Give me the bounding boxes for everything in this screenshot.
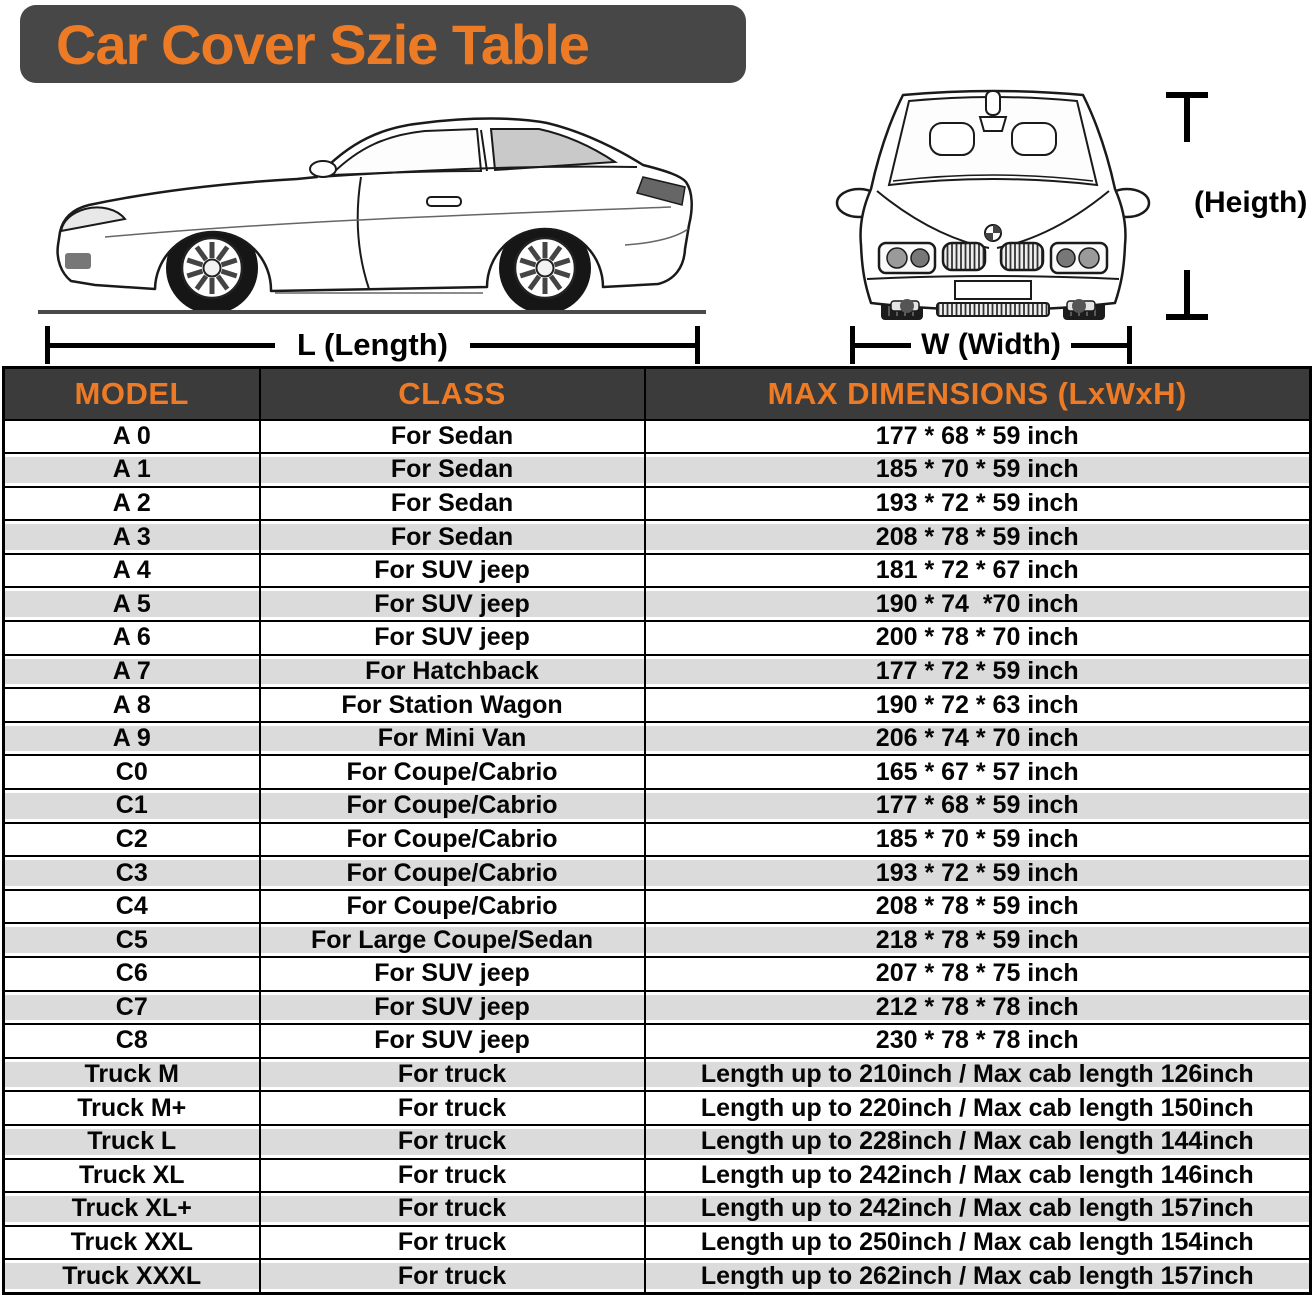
table-row	[4, 856, 1311, 890]
car-front-view-illustration	[833, 85, 1153, 320]
class-cell: For truck	[260, 1091, 645, 1125]
model-cell: C7	[4, 991, 260, 1025]
dimensions-cell: 206 * 74 * 70 inch	[645, 722, 1311, 756]
size-table-body	[4, 420, 1311, 1294]
width-label: W (Width)	[921, 328, 1061, 361]
class-cell: For Sedan	[260, 487, 645, 521]
dimensions-cell: 190 * 72 * 63 inch	[645, 688, 1311, 722]
dimensions-cell: 177 * 72 * 59 inch	[645, 655, 1311, 689]
model-cell: A 3	[4, 520, 260, 554]
table-row	[4, 722, 1311, 756]
page-title-bar	[20, 5, 746, 83]
model-cell: A 4	[4, 554, 260, 588]
dimensions-cell: Length up to 242inch / Max cab length 157inch	[645, 1192, 1311, 1226]
dimension-tick-right	[695, 326, 700, 364]
page-title: Car Cover Szie Table	[56, 12, 589, 76]
length-dimension	[45, 326, 700, 364]
class-cell: For truck	[260, 1259, 645, 1293]
dimensions-cell: Length up to 242inch / Max cab length 146inch	[645, 1159, 1311, 1193]
dimensions-cell: Length up to 262inch / Max cab length 157inch	[645, 1259, 1311, 1293]
table-row	[4, 420, 1311, 454]
model-cell: A 7	[4, 655, 260, 689]
dimension-tick-right	[1127, 326, 1132, 364]
class-cell: For SUV jeep	[260, 554, 645, 588]
dimensions-cell: 165 * 67 * 57 inch	[645, 755, 1311, 789]
model-cell: C8	[4, 1024, 260, 1058]
model-cell: Truck L	[4, 1125, 260, 1159]
model-cell: C4	[4, 890, 260, 924]
table-row	[4, 1226, 1311, 1260]
class-cell: For truck	[260, 1125, 645, 1159]
model-cell: C3	[4, 856, 260, 890]
table-row	[4, 923, 1311, 957]
table-row	[4, 621, 1311, 655]
class-cell: For truck	[260, 1058, 645, 1092]
class-cell: For Sedan	[260, 453, 645, 487]
class-cell: For Sedan	[260, 420, 645, 454]
column-header-model: MODEL	[4, 368, 260, 420]
bmw-roundel-icon	[985, 225, 1001, 241]
dimensions-cell: Length up to 250inch / Max cab length 154inch	[645, 1226, 1311, 1260]
dimensions-cell: 190 * 74 *70 inch	[645, 587, 1311, 621]
dimensions-cell: 177 * 68 * 59 inch	[645, 789, 1311, 823]
dimensions-cell: 212 * 78 * 78 inch	[645, 991, 1311, 1025]
class-cell: For truck	[260, 1226, 645, 1260]
dimension-line	[855, 343, 911, 348]
class-cell: For Sedan	[260, 520, 645, 554]
width-dimension	[850, 326, 1132, 364]
dimensions-cell: Length up to 228inch / Max cab length 144inch	[645, 1125, 1311, 1159]
table-row	[4, 1091, 1311, 1125]
size-table	[2, 366, 1312, 1295]
table-row	[4, 554, 1311, 588]
table-row	[4, 587, 1311, 621]
dimensions-cell: 207 * 78 * 75 inch	[645, 957, 1311, 991]
table-row	[4, 520, 1311, 554]
table-row	[4, 1159, 1311, 1193]
class-cell: For SUV jeep	[260, 991, 645, 1025]
class-cell: For Hatchback	[260, 655, 645, 689]
class-cell: For Coupe/Cabrio	[260, 856, 645, 890]
model-cell: A 2	[4, 487, 260, 521]
class-cell: For Coupe/Cabrio	[260, 890, 645, 924]
class-cell: For SUV jeep	[260, 1024, 645, 1058]
table-row	[4, 453, 1311, 487]
model-cell: A 5	[4, 587, 260, 621]
model-cell: C5	[4, 923, 260, 957]
dimensions-cell: Length up to 210inch / Max cab length 126inch	[645, 1058, 1311, 1092]
column-header-dimensions: MAX DIMENSIONS (LxWxH)	[645, 368, 1311, 420]
class-cell: For Large Coupe/Sedan	[260, 923, 645, 957]
dimensions-cell: 208 * 78 * 59 inch	[645, 890, 1311, 924]
model-cell: Truck XXL	[4, 1226, 260, 1260]
table-row	[4, 823, 1311, 857]
table-header-row	[4, 368, 1311, 420]
dimensions-cell: 193 * 72 * 59 inch	[645, 856, 1311, 890]
model-cell: Truck XL+	[4, 1192, 260, 1226]
class-cell: For Station Wagon	[260, 688, 645, 722]
table-row	[4, 1192, 1311, 1226]
class-cell: For Coupe/Cabrio	[260, 789, 645, 823]
model-cell: C0	[4, 755, 260, 789]
model-cell: C2	[4, 823, 260, 857]
table-row	[4, 688, 1311, 722]
model-cell: A 6	[4, 621, 260, 655]
model-cell: C6	[4, 957, 260, 991]
model-cell: Truck XXXL	[4, 1259, 260, 1293]
dimension-line	[470, 343, 695, 348]
table-row	[4, 755, 1311, 789]
class-cell: For Coupe/Cabrio	[260, 755, 645, 789]
model-cell: A 0	[4, 420, 260, 454]
table-row	[4, 487, 1311, 521]
model-cell: Truck M+	[4, 1091, 260, 1125]
class-cell: For truck	[260, 1159, 645, 1193]
table-row	[4, 1024, 1311, 1058]
dimensions-cell: 218 * 78 * 59 inch	[645, 923, 1311, 957]
dimension-line	[50, 343, 275, 348]
table-row	[4, 655, 1311, 689]
dimensions-cell: 230 * 78 * 78 inch	[645, 1024, 1311, 1058]
table-row	[4, 1058, 1311, 1092]
model-cell: C1	[4, 789, 260, 823]
class-cell: For truck	[260, 1192, 645, 1226]
dimensions-cell: 185 * 70 * 59 inch	[645, 453, 1311, 487]
dimensions-cell: 177 * 68 * 59 inch	[645, 420, 1311, 454]
length-label: L (Length)	[297, 327, 448, 362]
ground-line	[38, 310, 706, 314]
dimension-line	[1071, 343, 1127, 348]
dimensions-cell: 208 * 78 * 59 inch	[645, 520, 1311, 554]
class-cell: For Coupe/Cabrio	[260, 823, 645, 857]
model-cell: A 9	[4, 722, 260, 756]
class-cell: For Mini Van	[260, 722, 645, 756]
class-cell: For SUV jeep	[260, 621, 645, 655]
dimensions-cell: 193 * 72 * 59 inch	[645, 487, 1311, 521]
column-header-class: CLASS	[260, 368, 645, 420]
height-dimension	[1158, 90, 1314, 322]
dimensions-cell: 200 * 78 * 70 inch	[645, 621, 1311, 655]
table-row	[4, 991, 1311, 1025]
dimensions-cell: 181 * 72 * 67 inch	[645, 554, 1311, 588]
model-cell: A 1	[4, 453, 260, 487]
class-cell: For SUV jeep	[260, 957, 645, 991]
table-row	[4, 957, 1311, 991]
dimensions-cell: Length up to 220inch / Max cab length 150inch	[645, 1091, 1311, 1125]
model-cell: Truck M	[4, 1058, 260, 1092]
table-row	[4, 789, 1311, 823]
car-side-view-illustration	[25, 85, 705, 315]
model-cell: A 8	[4, 688, 260, 722]
table-row	[4, 890, 1311, 924]
table-row	[4, 1125, 1311, 1159]
table-row	[4, 1259, 1311, 1293]
dimensions-cell: 185 * 70 * 59 inch	[645, 823, 1311, 857]
model-cell: Truck XL	[4, 1159, 260, 1193]
class-cell: For SUV jeep	[260, 587, 645, 621]
height-label: (Heigth)	[1194, 186, 1308, 219]
